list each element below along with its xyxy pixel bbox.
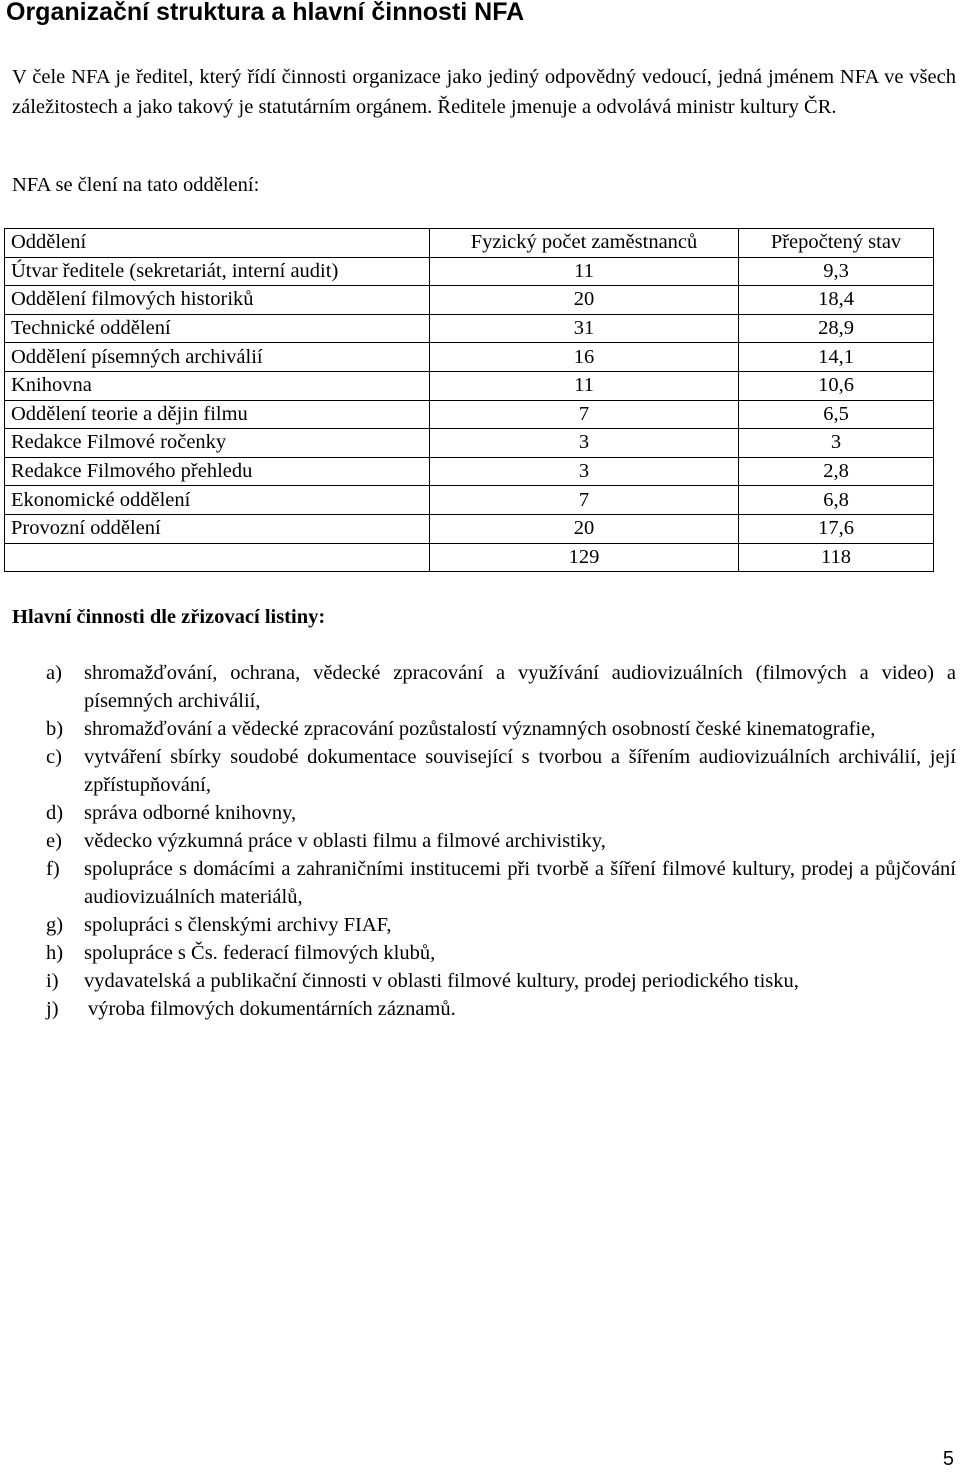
cell-headcount: 11 (430, 371, 739, 400)
list-marker: d) (46, 802, 64, 824)
list-item-text: vydavatelská a publikační činnosti v oblasti filmové kultury, prodej periodického tisku, (84, 970, 799, 992)
table-header-row (5, 229, 934, 258)
activities-title: Hlavní činnosti dle zřizovací listiny: (12, 606, 326, 628)
table-row (5, 429, 934, 458)
table-total-row (5, 543, 934, 572)
cell-department: Knihovna (5, 371, 430, 400)
cell-fte: 2,8 (739, 457, 934, 486)
cell-department: Ekonomické oddělení (5, 486, 430, 515)
list-item-text: spolupráce s domácími a zahraničními institucemi při tvorbě a šíření filmové kultury, prodej a půjčování audiovizuálních materiálů, (84, 858, 956, 908)
cell-fte: 3 (739, 429, 934, 458)
list-item-text: vytváření sbírky soudobé dokumentace související s tvorbou a šířením audiovizuálních archiválií, její zpřístupňování, (84, 746, 956, 796)
departments-lead: NFA se člení na tato oddělení: (12, 174, 260, 196)
list-item-text: shromažďování a vědecké zpracování pozůstalostí významných osobností české kinematografie, (84, 718, 876, 740)
departments-table-body (5, 257, 934, 572)
table-row (5, 514, 934, 543)
cell-department: Oddělení filmových historiků (5, 286, 430, 315)
list-item-text: správa odborné knihovny, (84, 802, 297, 824)
cell-total-fte: 118 (739, 543, 934, 572)
list-marker: g) (46, 914, 64, 936)
cell-department: Provozní oddělení (5, 514, 430, 543)
table-row (5, 286, 934, 315)
cell-department: Oddělení písemných archiválií (5, 343, 430, 372)
cell-fte: 9,3 (739, 257, 934, 286)
list-item (46, 855, 956, 911)
list-item-text: spolupráce s Čs. federací filmových klubů, (84, 942, 436, 964)
table-row (5, 486, 934, 515)
list-item (46, 827, 956, 855)
cell-headcount: 7 (430, 400, 739, 429)
list-marker: c) (46, 746, 62, 768)
header-headcount: Fyzický počet zaměstnanců (430, 229, 739, 258)
cell-headcount: 7 (430, 486, 739, 515)
cell-headcount: 3 (430, 429, 739, 458)
cell-headcount: 31 (430, 314, 739, 343)
intro-paragraph: V čele NFA je ředitel, který řídí činnosti organizace jako jediný odpovědný vedoucí, jedná jménem NFA ve všech záležitostech a jako takový je statutárním orgánem. Ředitele jmenuje a odvolává ministr kultury ČR. (12, 66, 956, 118)
list-marker: e) (46, 830, 62, 852)
page-title: Organizační struktura a hlavní činnosti NFA (6, 0, 525, 26)
list-item (46, 939, 956, 967)
cell-total-label (5, 543, 430, 572)
table-row (5, 400, 934, 429)
list-marker: f) (46, 858, 60, 880)
list-item (46, 799, 956, 827)
list-item (46, 715, 956, 743)
cell-fte: 10,6 (739, 371, 934, 400)
list-item (46, 659, 956, 715)
list-marker: i) (46, 970, 59, 992)
header-fte: Přepočtený stav (739, 229, 934, 258)
list-item (46, 995, 956, 1023)
cell-headcount: 20 (430, 514, 739, 543)
cell-fte: 6,8 (739, 486, 934, 515)
list-marker: j) (46, 998, 59, 1020)
list-item-text: vědecko výzkumná práce v oblasti filmu a filmové archivistiky, (84, 830, 606, 852)
cell-department: Útvar ředitele (sekretariát, interní audit) (5, 257, 430, 286)
list-item-text: výroba filmových dokumentárních záznamů. (88, 998, 456, 1020)
list-marker: b) (46, 718, 64, 740)
cell-headcount: 11 (430, 257, 739, 286)
list-marker: a) (46, 662, 62, 684)
list-item (46, 911, 956, 939)
list-item (46, 967, 956, 995)
cell-department: Redakce Filmové ročenky (5, 429, 430, 458)
cell-department: Technické oddělení (5, 314, 430, 343)
table-row (5, 371, 934, 400)
table-row (5, 457, 934, 486)
activities-list (46, 659, 956, 1023)
cell-fte: 6,5 (739, 400, 934, 429)
cell-fte: 17,6 (739, 514, 934, 543)
list-marker: h) (46, 942, 64, 964)
table-row (5, 257, 934, 286)
page-number: 5 (942, 1448, 954, 1470)
list-item-text: spolupráci s členskými archivy FIAF, (84, 914, 392, 936)
departments-table (4, 228, 934, 572)
table-row (5, 343, 934, 372)
table-row (5, 314, 934, 343)
cell-fte: 28,9 (739, 314, 934, 343)
cell-department: Oddělení teorie a dějin filmu (5, 400, 430, 429)
list-item-text: shromažďování, ochrana, vědecké zpracování a využívání audiovizuálních (filmových a video) a písemných archiválií, (84, 662, 956, 712)
cell-fte: 18,4 (739, 286, 934, 315)
cell-headcount: 16 (430, 343, 739, 372)
cell-headcount: 20 (430, 286, 739, 315)
cell-fte: 14,1 (739, 343, 934, 372)
cell-total-headcount: 129 (430, 543, 739, 572)
cell-department: Redakce Filmového přehledu (5, 457, 430, 486)
header-department: Oddělení (5, 229, 430, 258)
list-item (46, 743, 956, 799)
cell-headcount: 3 (430, 457, 739, 486)
